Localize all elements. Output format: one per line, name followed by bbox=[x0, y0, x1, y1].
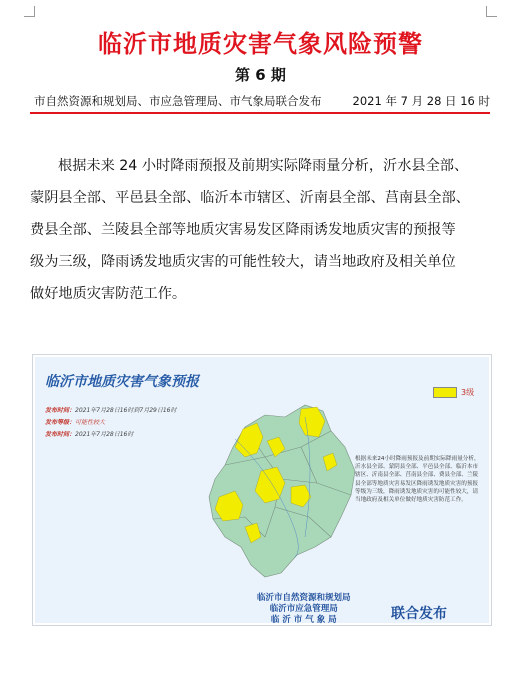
paragraph-line: 级为三级，降雨诱发地质灾害的可能性较大，请当地政府及相关单位 bbox=[30, 254, 456, 270]
map-meta-time: 发布时间：2021年7月28日16时到7月29日16时 bbox=[45, 407, 177, 414]
publisher-line bbox=[34, 93, 490, 109]
legend-label: 3级 bbox=[461, 388, 475, 397]
map-title: 临沂市地质灾害气象预报 bbox=[45, 374, 199, 390]
map-panel bbox=[35, 357, 489, 623]
issuer-weather: 临 沂 市 气 象 局 bbox=[270, 615, 337, 625]
map-meta-level: 发布等级：可能性较大 bbox=[45, 419, 106, 426]
issue-number: 第 6 期 bbox=[235, 66, 286, 84]
paragraph-line: 费县全部、兰陵县全部等地质灾害易发区降雨诱发地质灾害的预报等 bbox=[30, 222, 456, 238]
issuer-emergency: 临沂市应急管理局 bbox=[269, 604, 338, 614]
document-title: 临沂市地质灾害气象风险预警 bbox=[98, 30, 423, 58]
publishers: 市自然资源和规划局、市应急管理局、市气象局联合发布 bbox=[34, 94, 322, 108]
paragraph-line: 根据未来 24 小时降雨预报及前期实际降雨量分析，沂水县全部、 bbox=[58, 158, 469, 174]
map-legend bbox=[433, 387, 474, 398]
map-note: 根据未来24小时降雨预报及前期实际降雨量分析，沂水县全部、蒙阴县全部、平邑县全部、临沂本市辖区、沂南县全部、莒南县全部、费县全部、兰陵县全部等地质灾害易发区降雨诱发地质灾害的预报等级为三级，降雨诱发地质灾害的可能性较大，请当地政府及相关单位做好地质灾害防范工作。 bbox=[355, 456, 480, 504]
page-corner-mark-right bbox=[486, 6, 497, 17]
paragraph-line: 做好地质灾害防范工作。 bbox=[30, 286, 187, 302]
page-corner-mark-left bbox=[24, 6, 35, 17]
publish-datetime: 2021 年 7 月 28 日 16 时 bbox=[352, 94, 490, 108]
map-issuers bbox=[257, 593, 351, 626]
legend-swatch-level3 bbox=[433, 387, 457, 398]
header-divider bbox=[30, 112, 490, 114]
joint-release-label: 联合发布 bbox=[391, 606, 447, 622]
linyi-district-map bbox=[205, 387, 365, 587]
warning-paragraph bbox=[30, 150, 494, 310]
warning-map-figure bbox=[32, 354, 492, 626]
paragraph-line: 蒙阴县全部、平邑县全部、临沂本市辖区、沂南县全部、莒南县全部、 bbox=[30, 190, 470, 206]
issuer-resources: 临沂市自然资源和规划局 bbox=[257, 593, 351, 603]
map-meta-issue: 发布时间：2021年7月28日16时 bbox=[45, 431, 134, 438]
